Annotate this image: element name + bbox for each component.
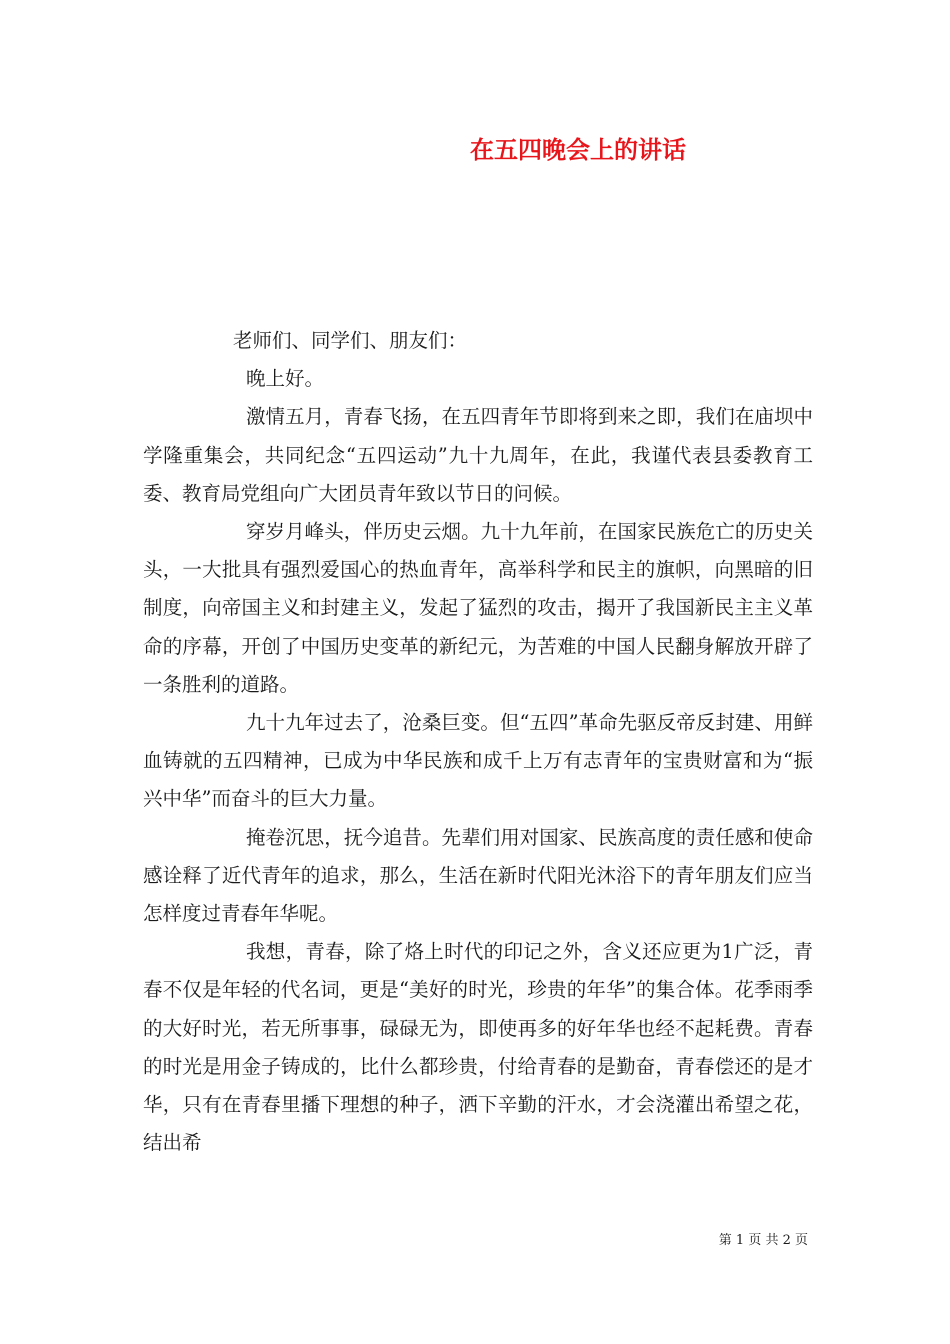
paragraph: 九十九年过去了，沧桑巨变。但“五四”革命先驱反帝反封建、用鲜血铸就的五四精神，已成为中华民族和成千上万有志青年的宝贵财富和为“振兴中华”而奋斗的巨大力量。: [143, 711, 813, 811]
document-body: [143, 322, 813, 1162]
paragraph: 掩卷沉思，抚今追昔。先辈们用对国家、民族高度的责任感和使命感诠释了近代青年的追求，那么，生活在新时代阳光沐浴下的青年朋友们应当怎样度过青春年华呢。: [143, 825, 813, 926]
salutation: 老师们、同学们、朋友们：: [233, 329, 468, 352]
document-title: 在五四晚会上的讲话: [470, 135, 686, 164]
page-footer: 第 1 页 共 2 页: [718, 1233, 808, 1248]
greeting: 晚上好。: [246, 367, 325, 391]
paragraph: 激情五月，青春飞扬，在五四青年节即将到来之即，我们在庙坝中学隆重集会，共同纪念“五四运动”九十九周年，在此，我谨代表县委教育工委、教育局党组向广大团员青年致以节日的问候。: [143, 405, 813, 505]
paragraph: 我想，青春，除了烙上时代的印记之外，含义还应更为1广泛，青春不仅是年轻的代名词，更是“美好的时光，珍贵的年华”的集合体。花季雨季的大好时光，若无所事事，碌碌无为，即使再多的好年华也经不起耗费。青春的时光是用金子铸成的，比什么都珍贵，付给青春的是勤奋，青春偿还的是才华，只有在青春里播下理想的种子，洒下辛勤的汗水，才会浇灌出希望之花，结出希: [143, 940, 813, 1155]
paragraph: 穿岁月峰头，伴历史云烟。九十九年前，在国家民族危亡的历史关头，一大批具有强烈爱国心的热血青年，高举科学和民主的旗帜，向黑暗的旧制度，向帝国主义和封建主义，发起了猛烈的攻击，揭开了我国新民主主义革命的序幕，开创了中国历史变革的新纪元，为苦难的中国人民翻身解放开辟了一条胜利的道路。: [143, 520, 813, 696]
